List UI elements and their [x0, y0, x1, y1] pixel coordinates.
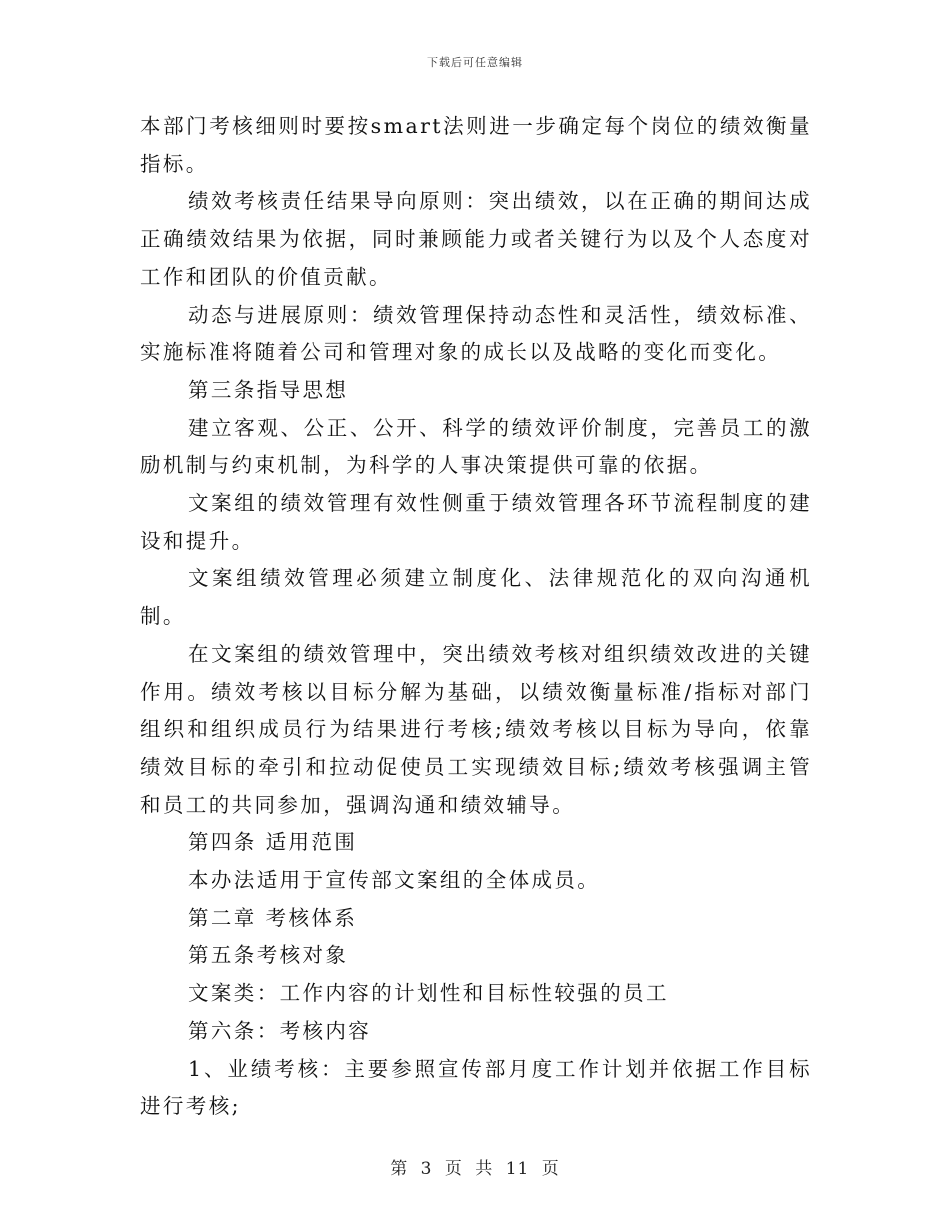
section-heading: 第四条 适用范围 [188, 830, 358, 855]
chapter-heading: 第二章 考核体系 [188, 905, 358, 930]
paragraph: 文案类：工作内容的计划性和目标性较强的员工 [188, 981, 669, 1006]
document-body [140, 108, 812, 1126]
page-number-footer: 第 3 页 共 11 页 [390, 1159, 560, 1179]
section-heading: 第五条考核对象 [188, 943, 349, 968]
paragraph: 文案组绩效管理必须建立制度化、法律规范化的双向沟通机制。 [140, 566, 812, 629]
section-heading: 第三条指导思想 [188, 377, 349, 402]
paragraph: 动态与进展原则：绩效管理保持动态性和灵活性，绩效标准、实施标准将随着公司和管理对象的成长以及战略的变化而变化。 [140, 302, 812, 365]
paragraph: 绩效考核责任结果导向原则：突出绩效，以在正确的期间达成正确绩效结果为依据，同时兼顾能力或者关键行为以及个人态度对工作和团队的价值贡献。 [140, 189, 812, 289]
paragraph: 1、业绩考核：主要参照宣传部月度工作计划并依据工作目标进行考核; [140, 1056, 812, 1119]
section-heading: 第六条：考核内容 [188, 1018, 372, 1043]
page-header: 下载后可任意编辑 [427, 56, 523, 69]
paragraph: 在文案组的绩效管理中，突出绩效考核对组织绩效改进的关键作用。绩效考核以目标分解为基础，以绩效衡量标准/指标对部门组织和组织成员行为结果进行考核;绩效考核以目标为导向，依靠绩效目标的牵引和拉动促使员工实现绩效目标;绩效考核强调主管和员工的共同参加，强调沟通和绩效辅导。 [140, 641, 812, 817]
paragraph: 建立客观、公正、公开、科学的绩效评价制度，完善员工的激励机制与约束机制，为科学的人事决策提供可靠的依据。 [140, 415, 812, 478]
paragraph: 文案组的绩效管理有效性侧重于绩效管理各环节流程制度的建设和提升。 [140, 491, 812, 553]
paragraph: 本部门考核细则时要按smart法则进一步确定每个岗位的绩效衡量指标。 [140, 114, 812, 176]
paragraph: 本办法适用于宣传部文案组的全体成员。 [188, 868, 601, 893]
